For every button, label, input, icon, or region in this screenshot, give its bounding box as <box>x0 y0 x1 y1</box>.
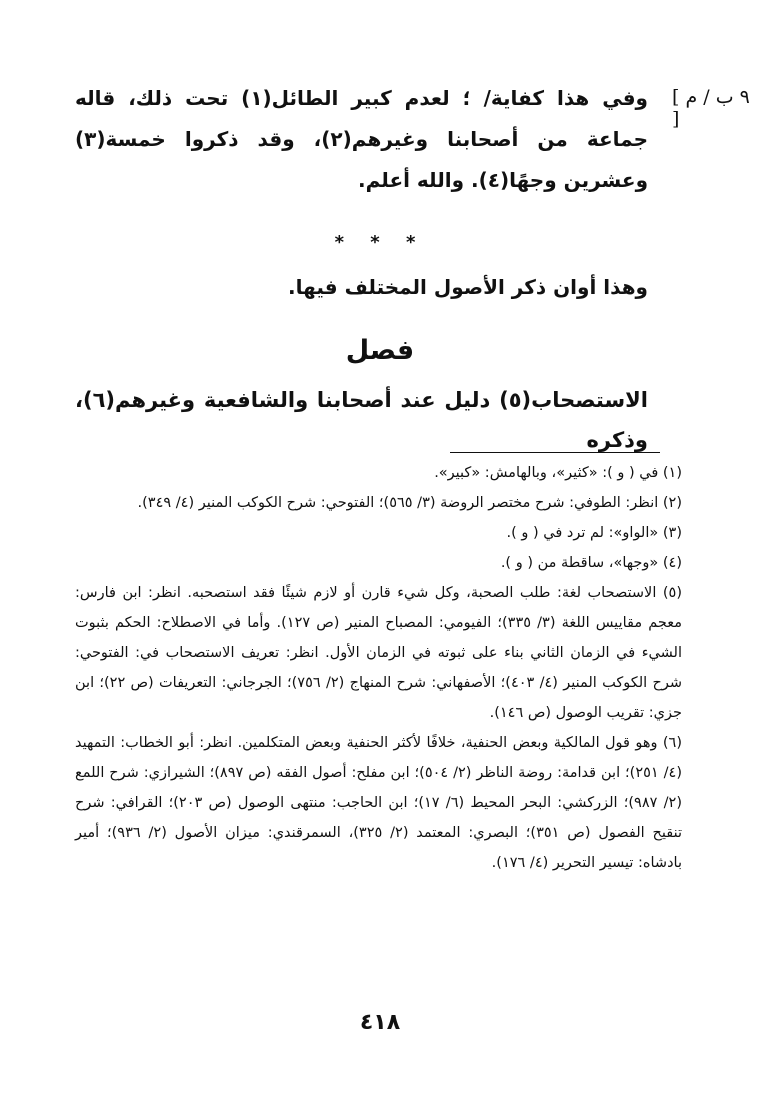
footnote-divider <box>450 452 660 453</box>
footnote-4: (٤) «وجها»، ساقطة من ( و ). <box>500 555 682 571</box>
footnote-6: (٦) وهو قول المالكية وبعض الحنفية، خلافًا لأكثر الحنفية وبعض المتكلمين. انظر: أبو الخطاب: التمهيد (٤/ ٢٥١)؛ ابن قدامة: روضة الناظر (٢/ ٥٠٤)؛ ابن مفلح: أصول الفقه (ص ٨٩٧)؛ الشيرازي: شرح اللمع (٢/ ٩٨٧)؛ الزركشي: البحر المحيط (٦/ ١٧)؛ ابن الحاجب: منتهى الوصول (ص ٢٠٣)؛ القرافي: شرح تنقيح الفصول (ص ٣٥١)؛ البصري: المعتمد (٢/ ٣٢٥)، السمرقندي: ميزان الأصول (٢/ ٩٣٦)؛ أمير بادشاه: تيسير التحرير (٤/ ١٧٦). <box>75 735 683 871</box>
manuscript-folio-reference: [ ٩ ب / م ] <box>672 86 750 130</box>
page-number: ٤١٨ <box>359 1010 401 1035</box>
footnote-1: (١) في ( و ): «كثير»، وبالهامش: «كبير». <box>434 465 682 481</box>
paragraph-1: وفي هذا كفاية/ ؛ لعدم كبير الطائل(١) تحت ذلك، قاله جماعة من أصحابنا وغيرهم(٢)، وقد ذكروا خمسة(٣) وعشرين وجهًا(٤). والله أعلم. <box>75 86 648 192</box>
main-text <box>75 78 648 201</box>
footnote-5: (٥) الاستصحاب لغة: طلب الصحبة، وكل شيء قارن أو لازم شيئًا فقد استصحبه. انظر: ابن فارس: معجم مقاييس اللغة (٣/ ٣٣٥)؛ الفيومي: المصباح المنير (ص ١٢٧). وأما في الاصطلاح: الحكم بثبوت الشيء في الزمان الثاني بناء على ثبوته في الزمان الأول. انظر: تعريف الاستصحاب في: الفتوحي: شرح الكوكب المنير (٤/ ٤٠٣)؛ الأصفهاني: شرح المنهاج (٢/ ٧٥٦)؛ الجرجاني: التعريفات (ص ٢٢)؛ ابن جزي: تقريب الوصول (ص ١٤٦). <box>75 585 682 721</box>
paragraph-3: الاستصحاب(٥) دليل عند أصحابنا والشافعية وغيرهم(٦)، وذكره <box>75 388 648 452</box>
footnote-2: (٢) انظر: الطوفي: شرح مختصر الروضة (٣/ ٥٦٥)؛ الفتوحي: شرح الكوكب المنير (٤/ ٣٤٩). <box>137 495 682 511</box>
paragraph-2: وهذا أوان ذكر الأصول المختلف فيها. <box>288 275 648 299</box>
section-separator-stars: * * * <box>334 232 426 253</box>
section-heading: فصل <box>345 335 415 366</box>
footnote-3: (٣) «الواو»: لم ترد في ( و ). <box>506 525 682 541</box>
footnotes <box>75 458 682 878</box>
